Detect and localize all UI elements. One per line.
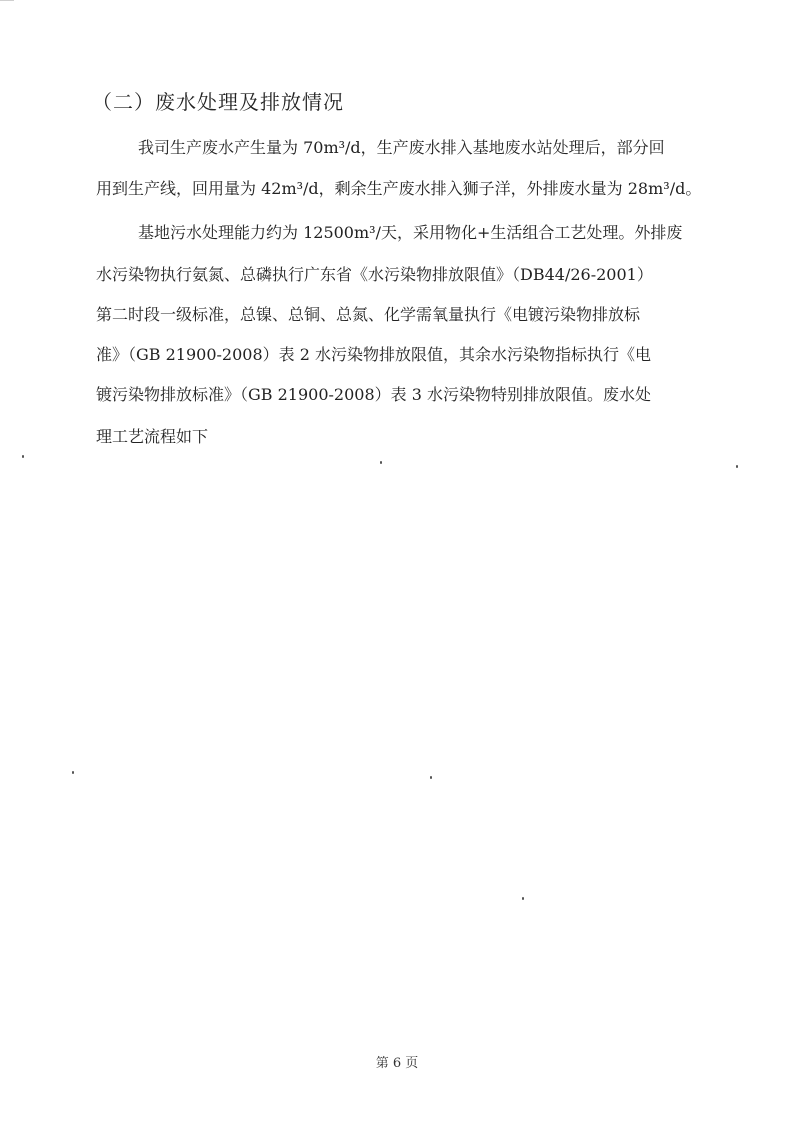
section-heading: （二）废水处理及排放情况 xyxy=(92,90,344,114)
paragraph-2-line-4: 准》（GB 21900-2008）表 2 水污染物排放限值，其余水污染物指标执行《电 xyxy=(96,345,652,364)
scan-speck xyxy=(22,455,24,458)
scan-speck xyxy=(430,776,432,779)
paragraph-2-line-1: 基地污水处理能力约为 12500m³/天，采用物化+生活组合工艺处理。外排废 xyxy=(138,223,683,242)
scan-speck xyxy=(522,897,524,900)
page-number: 第 6 页 xyxy=(375,1056,419,1071)
paragraph-1-line-1: 我司生产废水产生量为 70m³/d，生产废水排入基地废水站处理后，部分回 xyxy=(138,138,665,157)
paragraph-1-line-2: 用到生产线，回用量为 42m³/d，剩余生产废水排入狮子洋，外排废水量为 28m³/d。 xyxy=(96,179,702,198)
paragraph-2-line-3: 第二时段一级标准，总镍、总铜、总氮、化学需氧量执行《电镀污染物排放标 xyxy=(96,305,641,324)
scan-speck xyxy=(72,771,74,774)
scan-edge-mark xyxy=(0,0,14,1)
scan-speck xyxy=(736,465,738,468)
paragraph-2-line-6: 理工艺流程如下 xyxy=(96,427,209,446)
paragraph-2-line-2: 水污染物执行氨氮、总磷执行广东省《水污染物排放限值》（DB44/26-2001） xyxy=(96,265,653,284)
scan-speck xyxy=(380,461,382,464)
paragraph-2-line-5: 镀污染物排放标准》（GB 21900-2008）表 3 水污染物特别排放限值。废水处 xyxy=(96,385,652,404)
